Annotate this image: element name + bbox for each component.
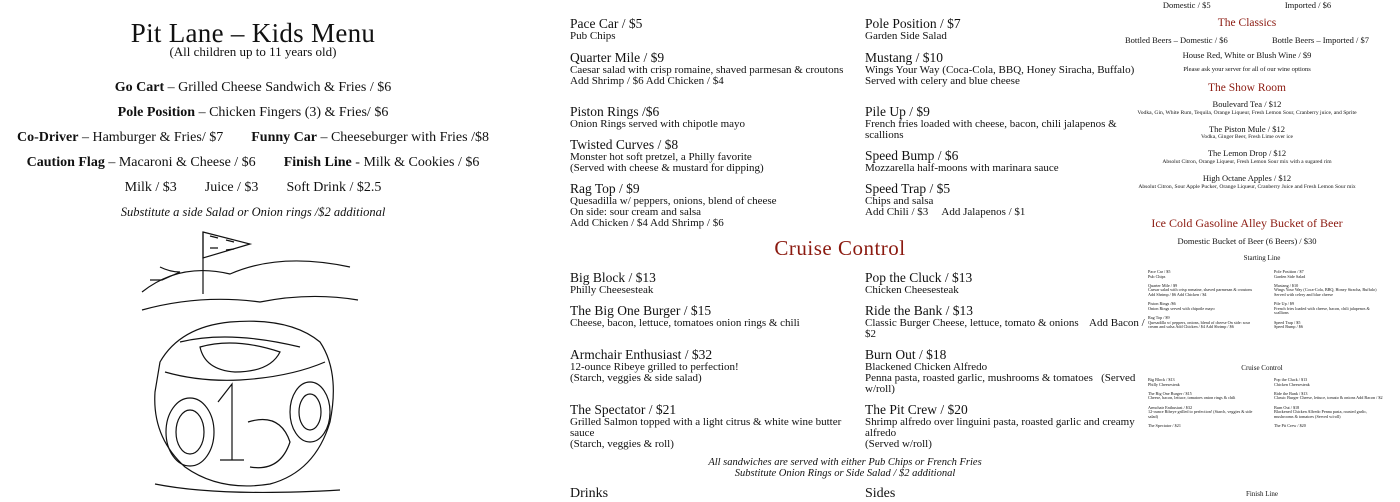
thumb-text: Cheese, bacon, lettuce, tomatoes onion rings & chili	[1148, 395, 1236, 401]
menu-item-desc: French fries loaded with cheese, bacon, chili jalapenos & scallions	[865, 118, 1117, 141]
kids-item-desc: – Macaroni & Cheese / $6	[104, 155, 256, 170]
thumb-text: Mustang / $10	[1274, 282, 1299, 288]
menu-item-title: Armchair Enthusiast / $32	[570, 347, 713, 362]
thumb-text: Caesar salad with crisp romaine, shaved parmesan & croutons Add Shrimp / $6 Add Chicken / $4	[1148, 287, 1253, 297]
kids-menu-title: Pit Lane – Kids Menu	[130, 18, 376, 48]
kids-item-desc: - Milk & Cookies / $6	[351, 155, 480, 170]
race-car-coloring-illustration	[140, 222, 360, 500]
menu-item-desc: Philly Cheesesteak	[570, 284, 654, 296]
menu-item-title: Pole Position / $7	[865, 16, 961, 31]
kids-item-name: Finish Line	[283, 155, 352, 170]
thumb-text: Speed Trap / $5	[1274, 319, 1301, 325]
cocktail-name: The Piston Mule / $12	[1208, 124, 1286, 134]
menu-item-title: Piston Rings /$6	[570, 104, 660, 119]
thumb-text: Philly Cheesesteak	[1148, 381, 1180, 387]
menu-item-desc: Grilled Salmon topped with a light citrus & white wine butter sauce (Starch, veggies & roll)	[570, 416, 842, 450]
thumb-text: The Big One Burger / $15	[1148, 390, 1192, 396]
thumb-text: Rag Top / $9	[1148, 314, 1170, 320]
starting-line-heading-fragment	[796, 0, 876, 13]
thumb-text: The Pit Crew / $20	[1274, 422, 1306, 428]
cocktail-desc: Vodka, Gin, White Rum, Tequila, Orange Liqueur, Fresh Lemon Sour, Cranberry juice, and Sprite	[1137, 110, 1357, 116]
domestic-draft-price: Domestic / $5	[1162, 0, 1211, 10]
main-menu-panel	[560, 0, 1148, 501]
sandwich-footnote: All sandwiches are served with either Pub Chips or French Fries Substitute Onion Rings or Side Salad / $2 additional	[708, 457, 982, 479]
thumb-text: Wings Your Way (Coca-Cola, BBQ, Honey Siracha, Buffalo) Served with celery and blue cheese	[1274, 287, 1377, 297]
imported-draft-price: Imported / $6	[1284, 0, 1332, 10]
menu-item-big-one-burger	[570, 303, 858, 329]
menu-item-title: The Big One Burger / $15	[570, 303, 712, 318]
menu-item-desc: Shrimp alfredo over linguini pasta, roasted garlic and creamy alfredo (Served w/roll)	[865, 416, 1135, 450]
thumb-text: Speed Bump / $6	[1274, 324, 1303, 330]
menu-item-twisted-curves	[570, 137, 858, 174]
thumb-text: Quarter Mile / $9	[1148, 282, 1178, 288]
menu-item-title: Ride the Bank / $13	[865, 303, 973, 318]
menu-item-desc: Cheese, bacon, lettuce, tomatoes onion rings & chili	[570, 317, 800, 329]
bottled-beers-line	[1094, 35, 1400, 45]
sides-heading: Sides	[865, 486, 896, 501]
thumbnail-column-right-cruise	[1274, 378, 1384, 429]
menu-item-title: The Pit Crew / $20	[865, 402, 968, 417]
thumb-text: The Spectator / $21	[1148, 422, 1181, 428]
menu-item-title: The Spectator / $21	[570, 402, 677, 417]
menu-item-rag-top	[570, 181, 858, 229]
thumbnail-column-right	[1274, 270, 1384, 330]
thumbnail-column-left	[1148, 270, 1258, 330]
kids-line-caution-flag	[0, 155, 506, 171]
menu-item-title: Mustang / $10	[865, 50, 944, 65]
kids-drinks-line	[0, 180, 506, 196]
bottled-domestic: Bottled Beers – Domestic / $6	[1125, 35, 1228, 45]
bar-menu-panel	[1094, 0, 1400, 500]
menu-item-pace-car	[570, 16, 858, 42]
kids-substitute-note: Substitute a side Salad or Onion rings /$2 additional	[120, 205, 386, 219]
kids-menu-subtitle: (All children up to 11 years old)	[169, 44, 337, 59]
menu-item-quarter-mile	[570, 50, 858, 87]
menu-item-armchair-enthusiast	[570, 347, 858, 384]
cocktail-name: Boulevard Tea / $12	[1212, 99, 1282, 109]
menu-item-desc: Wings Your Way (Coca-Cola, BBQ, Honey Siracha, Buffalo) Served with celery and blue cheese	[865, 64, 1135, 87]
thumb-text: Pop the Cluck / $13	[1274, 377, 1308, 382]
beer-bucket-price: Domestic Bucket of Beer (6 Beers) / $30	[1177, 236, 1317, 246]
kids-drink: Soft Drink / $2.5	[286, 180, 382, 195]
menu-item-big-block	[570, 270, 858, 296]
drinks-heading: Drinks	[570, 486, 609, 501]
menu-item-title: Rag Top / $9	[570, 181, 640, 196]
cocktail-name: High Octane Apples / $12	[1202, 173, 1292, 183]
cocktail-name: The Lemon Drop / $12	[1207, 148, 1287, 158]
menu-item-title: Pile Up / $9	[865, 104, 930, 119]
thumb-text: Classic Burger Cheese, lettuce, tomato & onions Add Bacon / $2	[1274, 395, 1383, 401]
thumb-text: Burn Out / $18	[1274, 404, 1300, 410]
menu-item-desc: Blackened Chicken Alfredo Penna pasta, roasted garlic, mushrooms & tomatoes (Served w/roll)	[865, 361, 1136, 395]
kids-item-desc: – Grilled Cheese Sandwich & Fries / $6	[164, 80, 392, 95]
kids-line-pole-position	[0, 105, 506, 121]
cocktail-desc: Absolut Citron, Sour Apple Pucker, Orange Liqueur, Cranberry Juice and Fresh Lemon Sour mix	[1138, 184, 1356, 190]
thumb-text: Garden Side Salad	[1274, 273, 1306, 279]
menu-item-title: Pop the Cluck / $13	[865, 270, 973, 285]
menu-item-title: Quarter Mile / $9	[570, 50, 665, 65]
cocktail-desc: Vodka, Ginger Beer, Fresh Lime over ice	[1201, 134, 1293, 140]
classics-heading: The Classics	[1217, 17, 1277, 29]
menu-item-piston-rings	[570, 104, 858, 130]
kids-menu-panel	[0, 0, 560, 500]
thumbnail-finish-line-heading: Finish Line	[1245, 490, 1279, 498]
menu-thumbnail	[1142, 254, 1383, 500]
menu-item-desc: Onion Rings served with chipotle mayo	[570, 118, 746, 130]
thumb-text: French fries loaded with cheese, bacon, chili jalapenos & scallions	[1274, 305, 1370, 316]
kids-item-name: Caution Flag	[26, 155, 105, 170]
menu-item-title: Twisted Curves / $8	[570, 137, 679, 152]
wine-note: Please ask your server for all of our wine options	[1183, 66, 1311, 73]
menu-item-desc: Chicken Cheesesteak	[865, 284, 959, 296]
house-wine: House Red, White or Blush Wine / $9	[1182, 50, 1312, 60]
thumbnail-starting-line-heading: Starting Line	[1243, 254, 1281, 262]
beer-bucket-heading: Ice Cold Gasoline Alley Bucket of Beer	[1151, 216, 1343, 230]
cruise-control-heading: Cruise Control	[774, 236, 906, 260]
kids-line-go-cart	[0, 80, 506, 96]
thumb-text: Armchair Enthusiast / $32	[1148, 404, 1193, 410]
kids-drink: Juice / $3	[204, 180, 259, 195]
thumb-text: Piston Rings /$6	[1148, 301, 1176, 307]
kids-item-name: Pole Position	[117, 105, 196, 120]
kids-item-desc: – Hamburger & Fries/ $7	[78, 130, 224, 145]
menu-item-title: Pace Car / $5	[570, 16, 643, 31]
thumbnail-column-left-cruise	[1148, 378, 1258, 429]
show-room-heading: The Show Room	[1208, 82, 1286, 94]
kids-item-desc: – Cheeseburger with Fries /$8	[316, 130, 489, 145]
menu-item-desc: Mozzarella half-moons with marinara sauce	[865, 162, 1059, 174]
thumb-text: Blackened Chicken Alfredo Penna pasta, roasted garlic, mushrooms & tomatoes (Served w/roll)	[1274, 409, 1368, 419]
menu-item-desc: Monster hot soft pretzel, a Philly favorite (Served with cheese & mustard for dipping)	[570, 151, 764, 174]
menu-item-desc: Caesar salad with crisp romaine, shaved parmesan & croutons Add Shrimp / $6 Add Chicken / $4	[570, 64, 844, 87]
thumb-text: Chicken Cheesesteak	[1274, 381, 1310, 387]
menu-item-desc: Garden Side Salad	[865, 30, 947, 42]
thumb-text: 12-ounce Ribeye grilled to perfection! (Starch, veggies & side salad)	[1148, 409, 1253, 419]
menu-item-desc: Classic Burger Cheese, lettuce, tomato & onions Add Bacon / $2	[865, 317, 1148, 340]
menu-item-title: Speed Trap / $5	[865, 181, 951, 196]
bottled-imported: Bottle Beers – Imported / $7	[1271, 35, 1369, 45]
thumb-text: Onion Rings served with chipotle mayo	[1148, 305, 1215, 311]
thumb-text: Quesadilla w/ peppers, onions, blend of cheese On side: sour cream and salsa Add Chicken / $4 Add Shrimp / $6	[1148, 319, 1250, 330]
menu-item-desc: Quesadilla w/ peppers, onions, blend of cheese On side: sour cream and salsa Add Chicken / $4 Add Shrimp / $6	[570, 195, 777, 229]
thumb-text: Ride the Bank / $13	[1274, 390, 1308, 396]
draft-beer-prices	[1094, 0, 1400, 10]
kids-item-desc: – Chicken Fingers (3) & Fries/ $6	[195, 105, 389, 120]
menu-item-title: Big Block / $13	[570, 270, 656, 285]
kids-drink: Milk / $3	[124, 180, 177, 195]
thumbnail-cruise-control-heading: Cruise Control	[1241, 364, 1283, 372]
kids-item-name: Co-Driver	[17, 130, 79, 145]
thumb-text: Pub Chips	[1148, 273, 1166, 279]
menu-item-title: Speed Bump / $6	[865, 148, 959, 163]
thumb-text: Big Block / $13	[1148, 377, 1175, 382]
menu-item-desc: Chips and salsa Add Chili / $3 Add Jalapenos / $1	[865, 195, 1026, 218]
kids-line-co-driver	[0, 130, 506, 146]
menu-item-desc: Pub Chips	[570, 30, 616, 42]
kids-item-name: Go Cart	[114, 80, 165, 95]
kids-item-name: Funny Car	[251, 130, 317, 145]
cocktail-desc: Absolut Citron, Orange Liqueur, Fresh Lemon Sour mix with a sugared rim	[1162, 159, 1332, 165]
menu-item-title: Burn Out / $18	[865, 347, 947, 362]
thumb-text: Pile Up / $9	[1274, 301, 1295, 307]
thumb-text: Pole Position / $7	[1274, 269, 1304, 274]
menu-item-desc: 12-ounce Ribeye grilled to perfection! (Starch, veggies & side salad)	[570, 361, 739, 384]
thumb-text: Pace Car / $5	[1148, 269, 1171, 274]
menu-item-spectator	[570, 402, 858, 450]
